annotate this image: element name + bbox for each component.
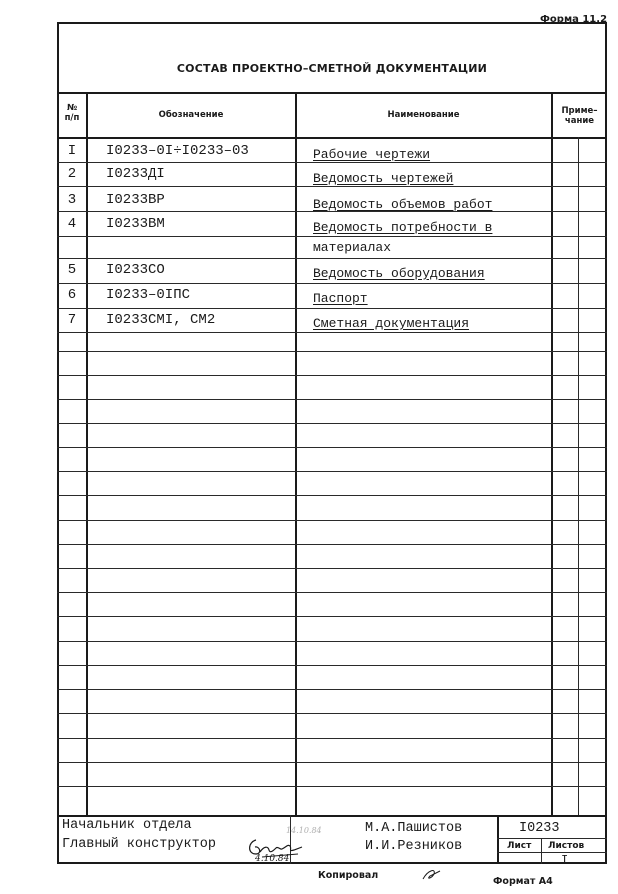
page-title: СОСТАВ ПРОЕКТНО–СМЕТНОЙ ДОКУМЕНТАЦИИ: [176, 62, 488, 75]
stamp-code-separator: [497, 838, 607, 839]
row-6-name: Паспорт: [313, 291, 368, 306]
stamp-sheet-label: Лист: [507, 841, 532, 851]
stamp-separator: [57, 815, 607, 817]
signature-image: [242, 830, 312, 870]
stamp-line-code: [497, 815, 499, 864]
header-num-line2: п/п: [64, 113, 80, 123]
col-line-name: [551, 92, 553, 815]
row-7-code: I0233СМI, СМ2: [106, 312, 216, 328]
table-row-line: [57, 495, 607, 496]
table-row-line: [57, 283, 607, 284]
row-1-name: Рабочие чертежи: [313, 147, 431, 162]
header-note-line1: Приме–: [561, 106, 598, 116]
table-row-line: [57, 592, 607, 593]
row-2-code: I0233ДI: [106, 166, 165, 182]
table-row-line: [57, 186, 607, 187]
row-2-name: Ведомость чертежей: [313, 171, 454, 186]
stamp-sheets-label: Листов: [548, 841, 585, 851]
stamp-role-2: Главный конструктор: [62, 837, 216, 852]
row-4-name-cont: материалах: [313, 240, 392, 255]
table-row-line: [57, 713, 607, 714]
header-code: Обозначение: [158, 110, 224, 120]
row-1-num: I: [67, 143, 77, 159]
row-6-num: 6: [67, 287, 77, 303]
faint-date: 14.10.84: [286, 826, 322, 835]
table-row-line: [57, 162, 607, 163]
header-separator: [57, 137, 607, 139]
table-row-line: [57, 375, 607, 376]
header-note: [552, 106, 607, 126]
table-row-line: [57, 665, 607, 666]
table-row-line: [57, 351, 607, 352]
header-num-line1: №: [66, 103, 78, 113]
table-row-line: [57, 236, 607, 237]
table-row-line: [57, 520, 607, 521]
stamp-line-sheets: [541, 838, 542, 864]
table-row-line: [57, 786, 607, 787]
stamp-sheets-value: I: [561, 853, 569, 867]
copier-signature-image: [420, 866, 444, 884]
table-row-line: [57, 423, 607, 424]
table-row-line: [57, 308, 607, 309]
table-row-line: [57, 641, 607, 642]
footer-copied: Копировал: [318, 870, 379, 881]
table-row-line: [57, 689, 607, 690]
row-4-num: 4: [67, 216, 77, 232]
stamp-role-1: Начальник отдела: [62, 818, 192, 833]
signature-date: 4.10.84: [255, 854, 290, 864]
row-5-num: 5: [67, 262, 77, 278]
row-5-name: Ведомость оборудования: [313, 266, 485, 281]
table-row-line: [57, 616, 607, 617]
col-line-code: [295, 92, 297, 815]
header-note-line2: чание: [564, 116, 595, 126]
row-2-num: 2: [67, 166, 77, 182]
stamp-person-1: М.А.Пашистов: [365, 821, 463, 836]
footer-format: Формат А4: [493, 876, 553, 887]
row-3-name: Ведомость объемов работ: [313, 197, 493, 212]
row-7-name: Сметная документация: [313, 316, 470, 331]
row-7-num: 7: [67, 312, 77, 328]
table-row-line: [57, 332, 607, 333]
table-row-line: [57, 762, 607, 763]
row-4-code: I0233ВМ: [106, 216, 165, 232]
title-separator: [57, 92, 607, 94]
row-6-code: I0233–0IПС: [106, 287, 191, 303]
table-row-line: [57, 399, 607, 400]
header-num: [57, 103, 87, 123]
row-3-code: I0233ВР: [106, 192, 165, 208]
row-5-code: I0233СО: [106, 262, 165, 278]
stamp-doc-code: I0233: [519, 821, 560, 836]
row-3-num: 3: [67, 192, 77, 208]
table-row-line: [57, 544, 607, 545]
row-1-code: I0233–0I÷I0233–03: [106, 143, 249, 159]
table-row-line: [57, 447, 607, 448]
table-row-line: [57, 738, 607, 739]
table-row-line: [57, 568, 607, 569]
form-label: Форма 11.2: [540, 14, 608, 25]
stamp-label-separator: [497, 852, 607, 853]
row-4-name: Ведомость потребности в: [313, 220, 493, 235]
table-row-line: [57, 258, 607, 259]
stamp-person-2: И.И.Резников: [365, 839, 463, 854]
table-row-line: [57, 471, 607, 472]
header-name: Наименование: [387, 110, 460, 120]
